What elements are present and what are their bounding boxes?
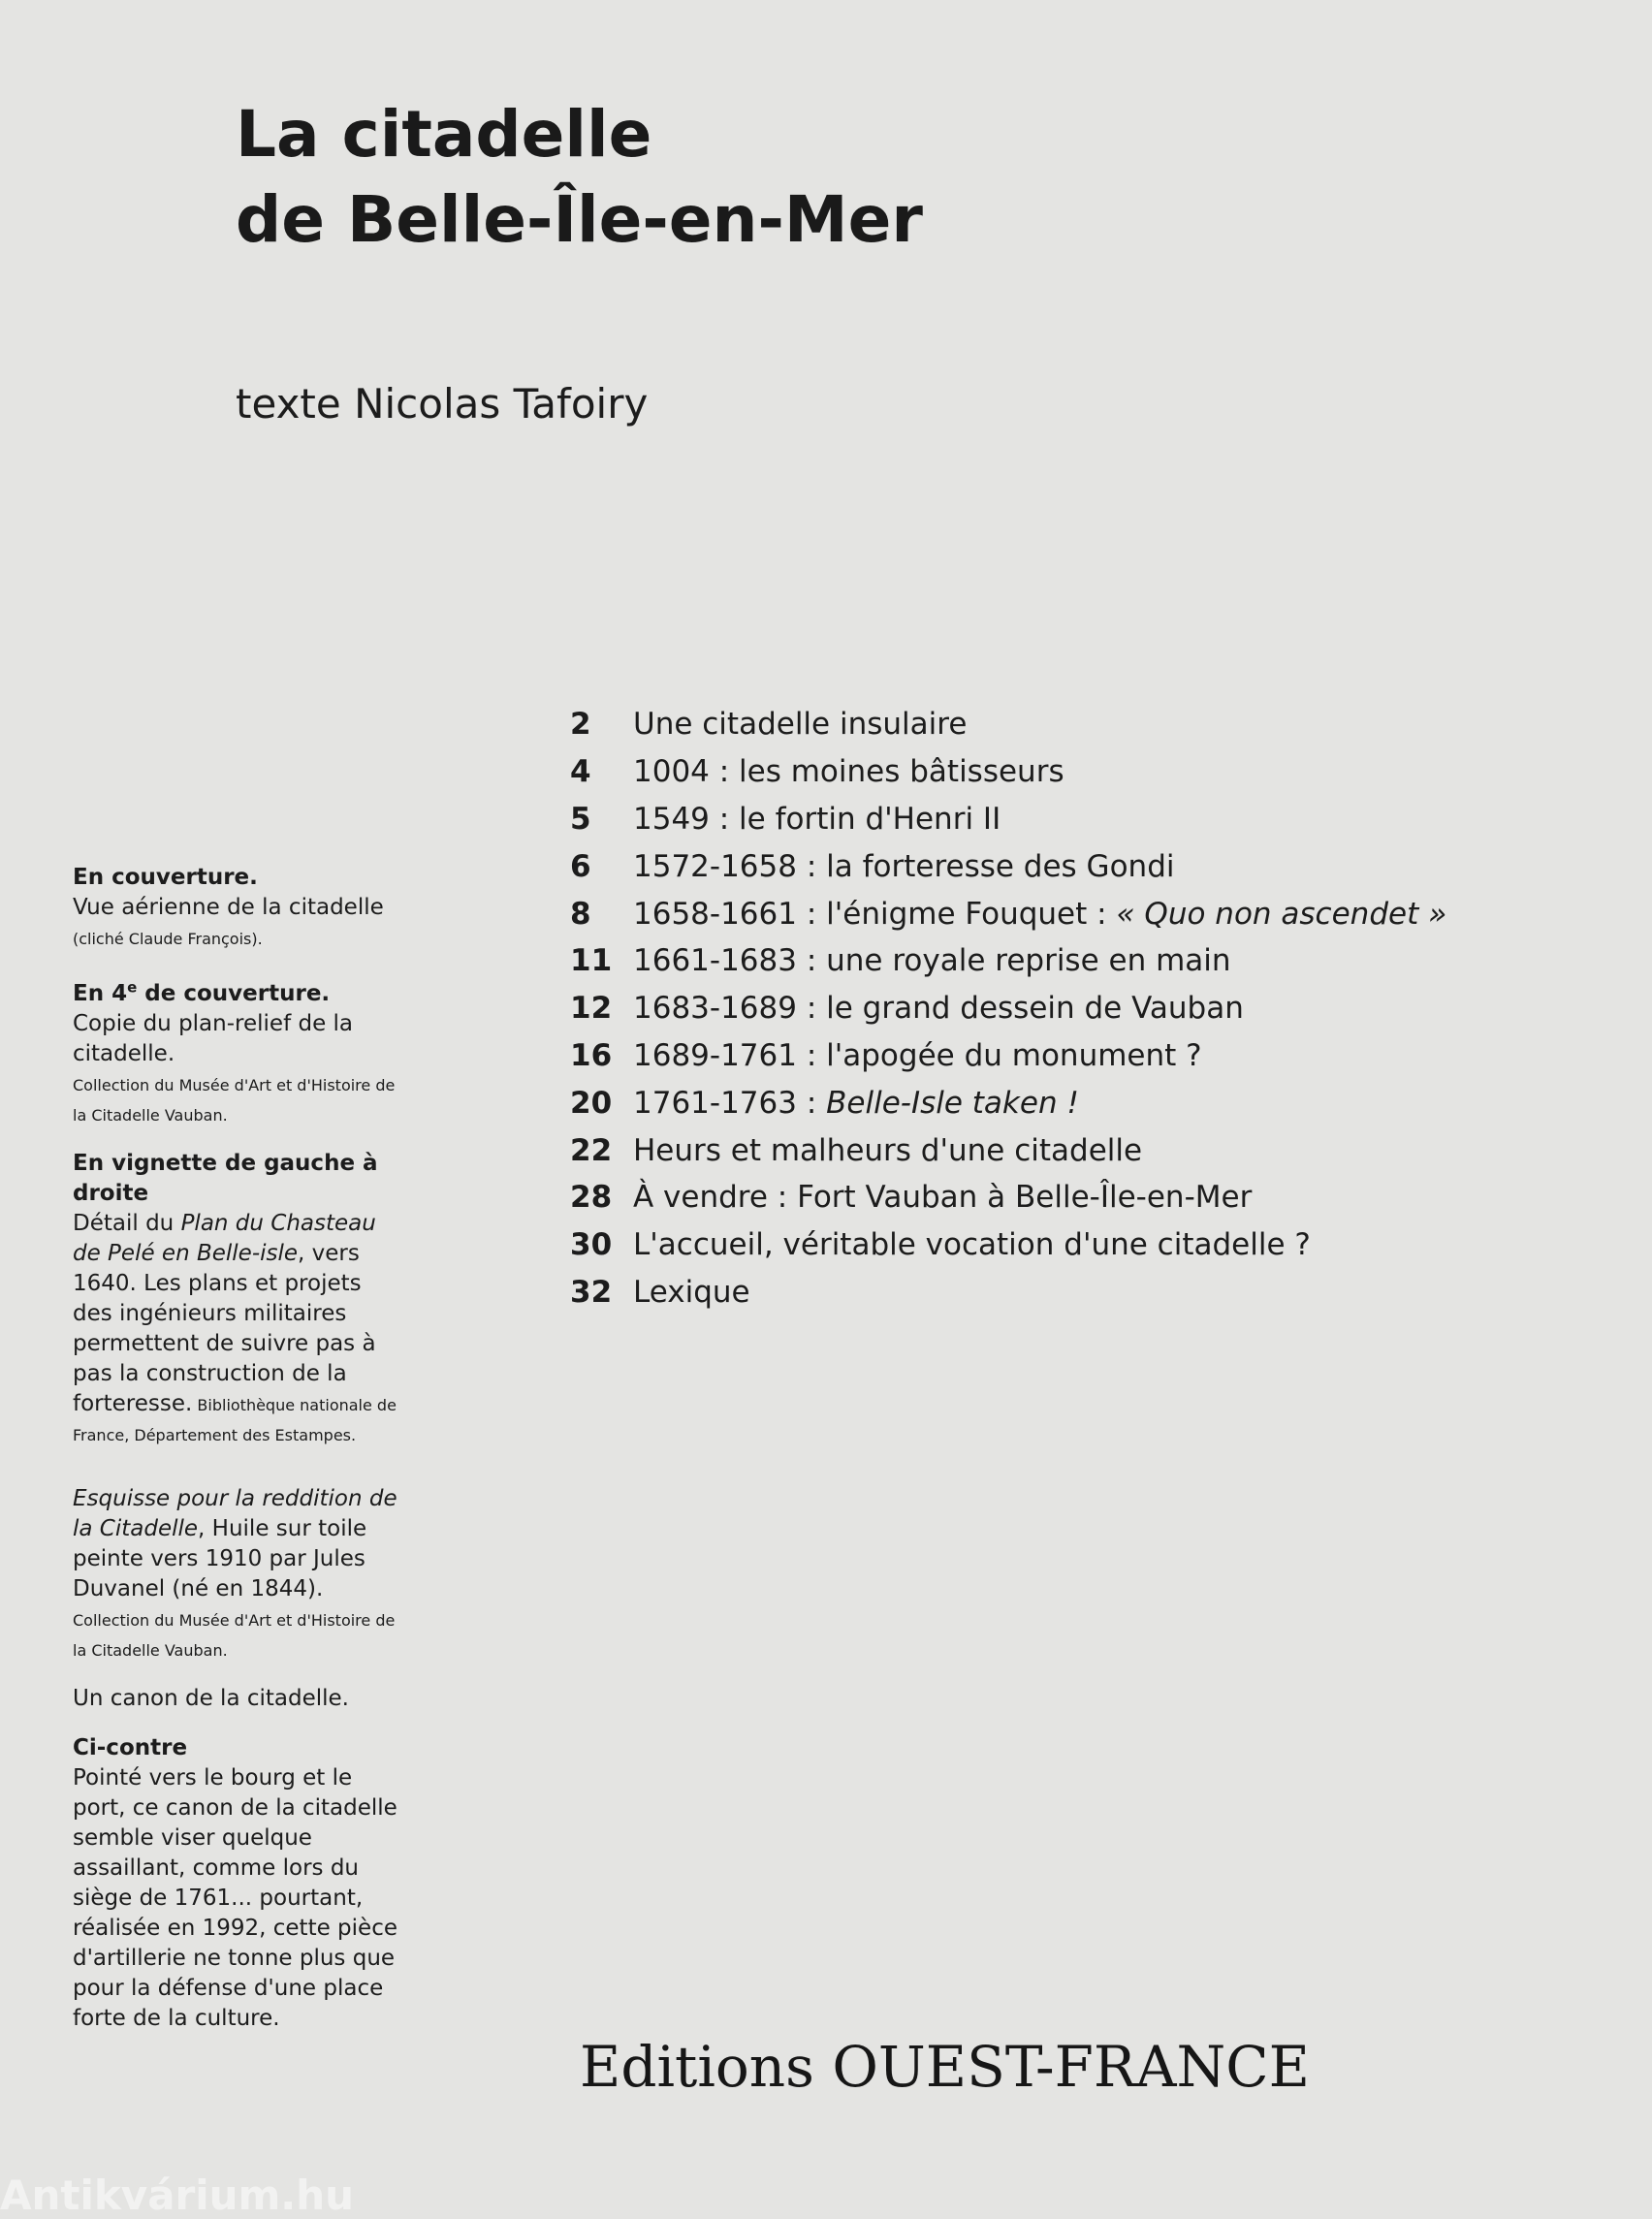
toc-page-number: 2 [570,707,591,743]
book-title [236,92,923,263]
toc-title: 1661-1683 : une royale reprise en main [633,943,1231,979]
toc-title: Heurs et malheurs d'une citadelle [633,1132,1143,1168]
toc-title-italic: « Quo non ascendet » [1116,896,1447,932]
toc-page-number: 8 [570,896,591,932]
toc-title: 1761-1763 : [633,1085,827,1121]
back-cover-heading-a: En 4 [73,980,128,1006]
toc-page-number: 16 [570,1037,613,1073]
canon-caption: Un canon de la citadelle. [73,1685,349,1711]
toc-entry [570,985,1446,1032]
vignette-collection: Bibliothèque nationale de France, Département des Estampes. [73,1395,397,1444]
ci-contre-block [73,1733,402,2034]
image-credits-column [73,863,402,2053]
cover-caption: Vue aérienne de la citadelle [73,895,384,920]
title-line-1: La citadelle [236,97,652,172]
toc-entry [570,1126,1446,1174]
title-line-2: de Belle-Île-en-Mer [236,182,923,257]
toc-entry [570,937,1446,985]
toc-entry [570,701,1446,748]
toc-page-number: 32 [570,1274,613,1310]
ci-contre-caption: Pointé vers le bourg et le port, ce canon de la citadelle semble viser quelque assaillant, comme lors du siège de 1761... pourtant, réalisée en 1992, cette pièce d'artillerie ne tonne plus que pour la défense d'une place forte de la culture. [73,1764,397,2031]
toc-entry [570,1269,1446,1316]
back-cover-block [73,972,402,1129]
toc-page-number: 6 [570,848,591,884]
toc-page-number: 30 [570,1227,613,1263]
toc-page-number: 4 [570,754,591,790]
toc-title: Une citadelle insulaire [633,707,968,743]
toc-page-number: 28 [570,1180,613,1216]
publisher-imprint: Editions OUEST-FRANCE [580,2034,1310,2100]
author-credit: texte Nicolas Tafoiry [236,380,649,428]
painting-collection: Collection du Musée d'Art et d'Histoire de la Citadelle Vauban. [73,1610,396,1660]
toc-page-number: 20 [570,1085,613,1121]
back-cover-heading-b: de couverture. [137,980,331,1006]
toc-title: 1689-1761 : l'apogée du monument ? [633,1037,1202,1073]
toc-entry [570,1221,1446,1269]
toc-entry [570,1079,1446,1126]
vignette-caption-a: Détail du [73,1210,181,1236]
toc-title: 1658-1661 : l'énigme Fouquet : [633,896,1117,932]
toc-entry [570,842,1446,890]
toc-page-number: 12 [570,991,613,1027]
toc-entry [570,1032,1446,1080]
toc-title: 1004 : les moines bâtisseurs [633,754,1064,790]
vignette-block [73,1149,402,1449]
table-of-contents [570,701,1446,1316]
toc-title: Lexique [633,1274,750,1310]
cover-credit-block [73,863,402,953]
toc-entry [570,1174,1446,1221]
toc-page-number: 11 [570,943,613,979]
toc-entry [570,748,1446,796]
back-cover-heading [73,978,331,1006]
toc-page-number: 22 [570,1132,613,1168]
toc-title-italic: Belle-Isle taken ! [826,1085,1079,1121]
back-cover-heading-sup: e [127,978,138,996]
toc-title: 1572-1658 : la forteresse des Gondi [633,848,1175,884]
cover-photo-credit: (cliché Claude François). [73,930,263,948]
toc-entry [570,796,1446,843]
vignette-caption-italic: Plan du Chasteau de Pelé en Belle-isle [73,1210,376,1266]
cover-heading: En couverture. [73,865,258,890]
toc-page-number: 5 [570,801,591,837]
painting-caption: , Huile sur toile peinte vers 1910 par Jules Duvanel (né en 1844). [73,1515,367,1601]
vignette-caption-b: , vers 1640. Les plans et projets des ingénieurs militaires permettent de suivre pas à pas la construction de la forteresse. [73,1240,376,1416]
vignette-heading: En vignette de gauche à droite [73,1150,378,1206]
toc-title: 1549 : le fortin d'Henri II [633,801,1001,837]
painting-title: Esquisse pour la reddition de la Citadelle [73,1485,397,1541]
watermark-text: Antikvárium.hu [0,2171,355,2219]
toc-entry [570,890,1446,937]
back-cover-collection: Collection du Musée d'Art et d'Histoire de la Citadelle Vauban. [73,1075,396,1125]
back-cover-caption: Copie du plan-relief de la citadelle. [73,1010,354,1066]
ci-contre-heading: Ci-contre [73,1734,188,1760]
painting-block [73,1484,402,1664]
toc-title: L'accueil, véritable vocation d'une citadelle ? [633,1227,1311,1263]
toc-title: 1683-1689 : le grand dessein de Vauban [633,991,1244,1027]
toc-title: À vendre : Fort Vauban à Belle-Île-en-Mer [633,1180,1253,1216]
